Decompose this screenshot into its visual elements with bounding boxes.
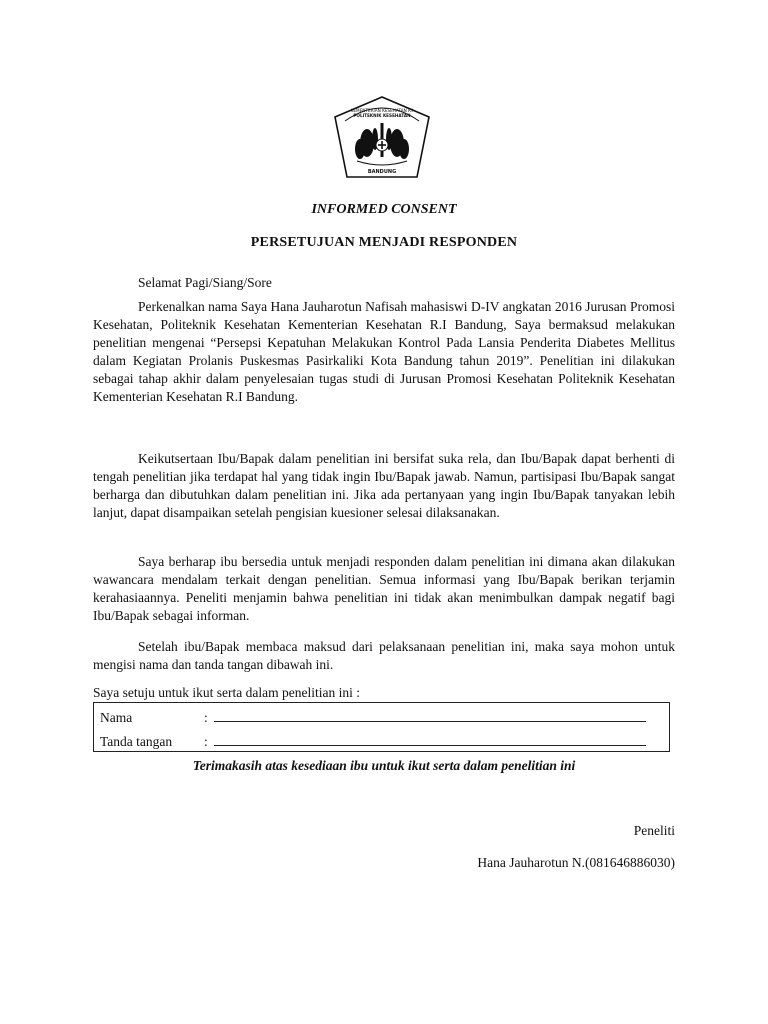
paragraph-introduction: Perkenalkan nama Saya Hana Jauharotun Nafisah mahasiswi D-IV angkatan 2016 Jurusan Promosi Kesehatan, Politeknik Kesehatan Kementerian Kesehatan R.I Bandung, Saya bermaksud melakukan penelitian mengenai “Persepsi Kepatuhan Melakukan Kontrol Pada Lansia Penderita Diabetes Mellitus dalam Kegiatan Prolanis Puskesmas Pasirkaliki Kota Bandung tahun 2019”. Penelitian ini dilakukan sebagai tahap akhir dalam penyelesaian tugas studi di Jurusan Promosi Kesehatan Politeknik Kesehatan Kementerian Kesehatan R.I Bandung.	[93, 299, 675, 404]
agreement-statement: Saya setuju untuk ikut serta dalam penelitian ini :	[93, 685, 360, 700]
svg-text:POLITEKNIK KESEHATAN: POLITEKNIK KESEHATAN	[353, 113, 411, 118]
signature-field-line[interactable]	[214, 733, 646, 746]
researcher-name: Hana Jauharotun N.(081646886030)	[477, 855, 675, 870]
name-field-line[interactable]	[214, 709, 646, 722]
researcher-role: Peneliti	[633, 823, 675, 838]
document-title: INFORMED CONSENT	[311, 202, 457, 217]
signature-label: Tanda tangan	[100, 734, 173, 749]
thanks-note: Terimakasih atas kesediaan ibu untuk ikut serta dalam penelitian ini	[192, 758, 576, 773]
paragraph-participation: Keikutsertaan Ibu/Bapak dalam penelitian ini bersifat suka rela, dan Ibu/Bapak dapat berhenti di tengah penelitian jika terdapat hal yang tidak ingin Ibu/Bapak jawab. Namun, partisipasi Ibu/Bapak sangat berharga dan dibutuhkan dalam penelitian ini. Jika ada pertanyaan yang ingin Ibu/Bapak tanyakan lebih lanjut, dapat disampaikan setelah pengisian kuesioner selesai dilaksanakan.	[93, 451, 675, 520]
signature-row	[100, 733, 646, 750]
name-label: Nama	[100, 710, 133, 725]
document-subtitle: PERSETUJUAN MENJADI RESPONDEN	[250, 235, 518, 250]
respondent-form-box	[93, 702, 670, 752]
poltekkes-logo-icon	[331, 95, 433, 185]
signature-separator: :	[204, 734, 208, 749]
paragraph-confidentiality: Saya berharap ibu bersedia untuk menjadi responden dalam penelitian ini dimana akan dilakukan wawancara mendalam terkait dengan penelitian. Semua informasi yang Ibu/Bapak berikan terjamin kerahasiaannya. Peneliti menjamin bahwa penelitian ini tidak akan menimbulkan dampak negatif bagi Ibu/Bapak sebagai informan.	[93, 554, 675, 623]
logo-text-top: KEMENTERIAN KESEHATAN R.I	[350, 108, 414, 113]
logo-text-bottom: BANDUNG	[367, 169, 397, 175]
name-separator: :	[204, 710, 208, 725]
greeting: Selamat Pagi/Siang/Sore	[138, 275, 272, 290]
name-row	[100, 709, 646, 726]
paragraph-request: Setelah ibu/Bapak membaca maksud dari pelaksanaan penelitian ini, maka saya mohon untuk mengisi nama dan tanda tangan dibawah ini.	[93, 639, 675, 672]
